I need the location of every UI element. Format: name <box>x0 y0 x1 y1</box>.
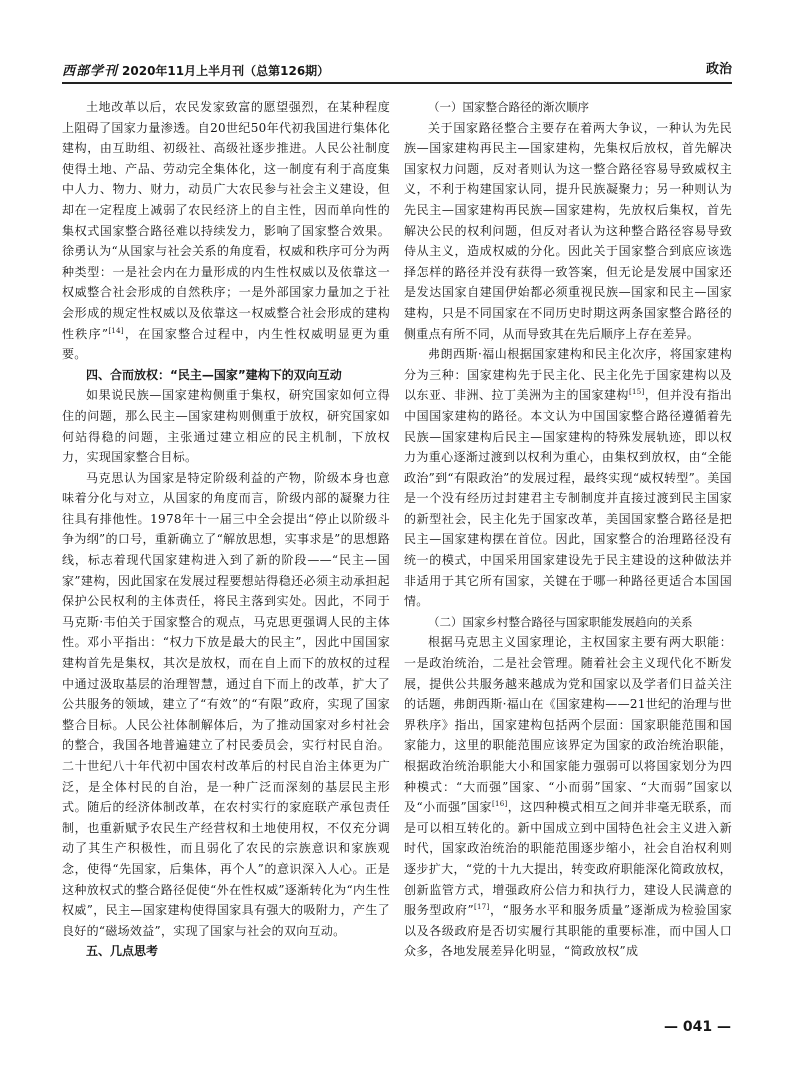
section-heading: 五、几点思考 <box>86 944 159 959</box>
journal-issue <box>62 60 329 79</box>
paragraph <box>404 632 732 962</box>
page-number: — 041 — <box>664 1019 731 1035</box>
paragraph-text: 弗朗西斯·福山根据国家建构和民主化次序，将国家建构分为三种：国家建构先于民主化、民主化先于国家建构以及以东亚、非洲、拉丁美洲为主的国家建构 <box>404 347 732 403</box>
citation-ref: [14] <box>108 326 124 335</box>
paragraph-text: 土地改革以后，农民发家致富的愿望强烈，在某种程度上阻碍了国家力量渗透。自20世纪50年代初我国进行集体化建构，由互助组、初级社、高级社逐步推进。人民公社制度使得土地、产品、劳动完全集体化，这一制度有利于高度集中人力、物力、财力，动员广大农民参与社会主义建设，但却在一定程度上减弱了农民经济上的自主性，因而单向性的集权式国家整合路径难以持续发力，影响了国家整合效果。徐勇认为“从国家与社会关系的角度看，权威和秩序可分为两种类型：一是社会内在力量形成的内生性权威以及依靠这一权威整合社会形成的自然秩序；一是外部国家力量加之于社会形成的规定性权威以及依靠这一权威整合社会形成的建构性秩序” <box>62 100 390 341</box>
subsection-heading: （一）国家整合路径的渐次顺序 <box>428 100 589 114</box>
paragraph-text: 根据马克思主义国家理论，主权国家主要有两大职能：一是政治统治，二是社会管理。随着社会主义现代化不断发展，提供公共服务越来越成为党和国家以及学者们日益关注的话题，弗朗西斯·福山在《国家建构——21世纪的治理与世界秩序》指出，国家建构包括两个层面：国家职能范围和国家能力，这里的职能范围应该界定为国家的政治统治职能，根据政治统治职能大小和国家能力强弱可以将国家划分为四种模式：“大而强”国家、“小而弱”国家、“大而弱”国家以及“小而强”国家 <box>404 635 732 815</box>
journal-logo: 西部学刊 <box>62 64 119 79</box>
paragraph: 如果说民族—国家建构侧重于集权，研究国家如何立得住的问题，那么民主—国家建构则侧重于放权，研究国家如何站得稳的问题，主张通过建立相应的民主机制，下放权力，实现国家整合目标。 <box>62 388 390 465</box>
right-column <box>404 97 732 962</box>
paragraph <box>404 344 732 612</box>
section-label: 政治 <box>705 62 732 77</box>
subsection-heading: （二）国家乡村整合路径与国家职能发展趋向的关系 <box>428 614 693 629</box>
paragraph-text: ，但并没有指出中国国家建构的路径。本文认为中国国家整合路径遵循着先民族—国家建构后民主—国家建构的特殊发展轨迹，即以权力为重心逐渐过渡到以权利为重心，由集权到放权，由“全能政治”到“有限政治”的发展过程，最终实现“威权转型”。美国是一个没有经历过封建君主专制制度并直接过渡到民主国家的新型社会，民主化先于国家改革，美国国家整合路径是把民主—国家建构摆在首位。因此，国家整合的治理路径没有统一的模式，中国采用国家建设先于民主建设的这种做法并非适用于其它所有国家，关键在于哪一种路径更适合本国国情。 <box>404 388 732 609</box>
paragraph <box>62 97 390 365</box>
citation-ref: [17] <box>473 903 490 912</box>
paragraph: 关于国家路径整合主要存在着两大争议，一种认为先民族—国家建构再民主—国家建构，先集权后放权，首先解决国家权力问题，反对者则认为这一整合路径容易导致威权主义，不利于构建国家认同，提升民族凝聚力；另一种则认为先民主—国家建构再民族—国家建构，先放权后集权，首先解决公民的权利问题，但反对者认为这种整合路径容易导致侍从主义，造成权威的分化。因此关于国家整合到底应该选择怎样的路径并没有获得一致答案，但无论是发展中国家还是发达国家自建国伊始都必须重视民族—国家和民主—国家建构，只是不同国家在不同历史时期这两条国家整合路径的侧重点有所不同，从而导致其在先后顺序上存在差异。 <box>404 120 732 341</box>
left-column <box>62 97 390 962</box>
paragraph-text: ，在国家整合过程中，内生性权威明显更为重要。 <box>62 326 390 362</box>
header-rule <box>62 82 732 84</box>
citation-ref: [15] <box>628 388 645 397</box>
paragraph-text: ，这四种模式相互之间并非毫无联系，而是可以相互转化的。新中国成立到中国特色社会主义进入新时代，国家政治统治的职能范围逐步缩小，社会自治权利则逐步扩大，“党的十九大提出，转变政府职能深化简政放权，创新监管方式，增强政府公信力和执行力，建设人民满意的服务型政府” <box>404 800 733 918</box>
paragraph: 马克思认为国家是特定阶级利益的产物，阶级本身也意味着分化与对立，从国家的角度而言，阶级内部的凝聚力往往具有排他性。1978年十一届三中全会提出“停止以阶级斗争为纲”的口号，重新确立了“解放思想，实事求是”的思想路线，标志着现代国家建构进入到了新的阶段——“民主—国家”建构，因此国家在发展过程要想站得稳还必须主动承担起保护公民权利的主体责任，将民主落到实处。因此，不同于马克斯·韦伯关于国家整合的观点，马克思更强调人民的主体性。邓小平指出：“权力下放是最大的民主”，因此中国国家建构首先是集权，其次是放权，而在自上而下的放权的过程中通过汲取基层的治理智慧，通过自下而上的改革，扩大了公共服务的领域，建立了“有效”的“有限”政府，实现了国家整合目标。人民公社体制解体后，为了推动国家对乡村社会的整合，我国各地普遍建立了村民委员会，实行村民自治。二十世纪八十年代初中国农村改革后的村民自治主体更为广泛，是全体村民的自治，是一种广泛而深刻的基层民主形式。随后的经济体制改革，在农村实行的家庭联产承包责任制，也重新赋予农民生产经营权和土地使用权，不仅充分调动了其生产积极性，而且弱化了农民的宗族意识和家族观念，使得“先国家，后集体，再个人”的意识深入人心。正是这种放权式的整合路径促使“外在性权威”逐渐转化为“内生性权威”，民主—国家建构使得国家具有强大的吸附力，产生了良好的“磁场效益”，实现了国家与社会的双向互动。 <box>62 470 390 938</box>
citation-ref: [16] <box>492 800 508 809</box>
paragraph-text: ，“服务水平和服务质量”逐渐成为检验国家以及各级政府是否切实履行其职能的重要标准，而中国人口众多，各地发展差异化明显，“简政放权”成 <box>404 903 732 959</box>
running-header <box>62 58 732 82</box>
issue-label: 2020年11月上半月刊（总第126期） <box>122 64 330 78</box>
section-heading: 四、合而放权：“民主—国家”建构下的双向互动 <box>86 367 342 382</box>
